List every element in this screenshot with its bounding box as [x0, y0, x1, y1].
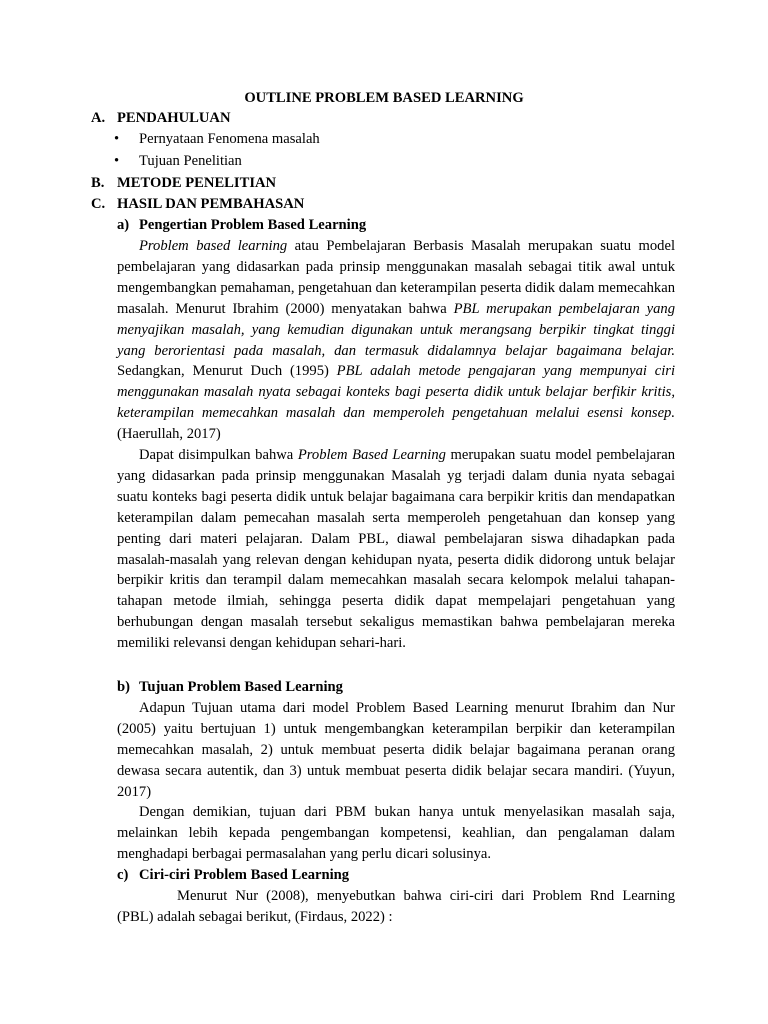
- paragraph-text: atau Pembelajaran Berbasis Masalah merupakan suatu model pembelajaran yang didasarkan pada prinsip menggunakan masalah sebagai titik awal untuk mengembangkan pemahaman, pengetahuan dan keterampilan peserta didik dalam memecahkan masalah. Menurut Ibrahim (2000) menyatakan bahwa: [117, 238, 676, 317]
- section-heading-metode: [91, 173, 276, 193]
- section-heading-hasil: [91, 194, 304, 214]
- subsection-title: Ciri-ciri Problem Based Learning: [139, 867, 350, 883]
- subsection-heading-ciri: [117, 865, 349, 885]
- subsection-heading-tujuan: [117, 677, 343, 697]
- citation: (Haerullah, 2017): [117, 426, 221, 443]
- section-marker: A.: [91, 110, 106, 126]
- italic-quote: PBL adalah metode pengajaran yang mempunyai ciri menggunakan masalah nyata sebagai konteks bagi peserta didik untuk belajar berfikir kritis, keterampilan memecahkan masalah dan memperoleh pengetahuan melalui esensi konsep.: [117, 363, 675, 422]
- section-title: PENDAHULUAN: [117, 110, 231, 126]
- paragraph-ciri: Menurut Nur (2008), menyebutkan bahwa ciri-ciri dari Problem Rnd Learning (PBL) adalah sebagai berikut, (Firdaus, 2022) :: [117, 888, 675, 925]
- italic-quote: PBL merupakan pembelajaran yang menyajikan masalah, yang kemudian digunakan untuk merangsang berpikir tingkat tinggi yang berorientasi pada masalah, dan termasuk didalamnya belajar bagaimana belajar.: [117, 300, 675, 359]
- section-title: HASIL DAN PEMBAHASAN: [117, 196, 305, 212]
- subsection-marker: c): [117, 867, 129, 883]
- paragraph-demikian: Dengan demikian, tujuan dari PBM bukan hanya untuk menyelasikan masalah saja, melainkan lebih kepada pengembangan kompetensi, keahlian, dan pengalaman dalam menghadapi berbagai permasalahan yang perlu dicari solusinya.: [117, 804, 675, 862]
- paragraph-tujuan: Adapun Tujuan utama dari model Problem Based Learning menurut Ibrahim dan Nur (2005) yaitu bertujuan 1) untuk mengembangkan keterampilan berpikir dan keterampilan memecahkan masalah, 2) untuk membuat peserta didik belajar bagaimana peranan orang dewasa secara autentik, dan 3) untuk membuat peserta didik belajar secara mandiri. (Yuyun, 2017): [117, 700, 675, 800]
- subsection-title: Tujuan Problem Based Learning: [139, 679, 343, 695]
- bullet-icon: •: [114, 131, 120, 147]
- bullet-item: [114, 151, 242, 171]
- section-marker: B.: [91, 175, 105, 191]
- bullet-text: Tujuan Penelitian: [139, 153, 242, 169]
- italic-text: Problem based learning: [139, 238, 288, 254]
- bullet-text: Pernyataan Fenomena masalah: [139, 131, 320, 147]
- paragraph-text: merupakan suatu model pembelajaran yang didasarkan pada prinsip menggunakan Masalah yg terjadi dalam dunia nyata sebagai suatu konteks bagi peserta didik untuk belajar bagaimana cara berpikir kritis dan mendapatkan keterampilan dalam pemecahan masalah serta memperoleh pengetahuan dan konsep yang penting dari materi pelajaran. Dalam PBL, diawal pembelajaran siswa dihadapkan pada masalah-masalah yang relevan dengan kehidupan nyata, peserta didik didorong untuk belajar berpikir kritis dan terampil dalam memecahkan masalah secara kelompok melalui tahapan-tahapan metode ilmiah, sehingga peserta didik dapat mempelajari pengetahuan yang berhubungan dengan masalah tersebut sekaligus memastikan bahwa pembelajaran mereka memiliki relevansi dengan kehidupan sehari-hari.: [117, 447, 675, 652]
- italic-text: Problem Based Learning: [297, 447, 446, 463]
- subsection-marker: a): [117, 217, 130, 233]
- bullet-icon: •: [114, 153, 120, 169]
- section-title: METODE PENELITIAN: [117, 175, 277, 191]
- paragraph-pengertian: [117, 236, 675, 445]
- section-marker: C.: [91, 196, 106, 212]
- paragraph-text: Sedangkan, Menurut Duch (1995): [117, 363, 337, 380]
- subsection-marker: b): [117, 679, 130, 695]
- paragraph-kesimpulan: [117, 445, 675, 654]
- subsection-title: Pengertian Problem Based Learning: [139, 217, 367, 233]
- subsection-heading-pengertian: [117, 215, 366, 235]
- section-heading-pendahuluan: [91, 108, 231, 128]
- bullet-item: [114, 129, 320, 149]
- document-title: OUTLINE PROBLEM BASED LEARNING: [244, 90, 524, 106]
- paragraph-text: Dapat disimpulkan bahwa: [139, 447, 298, 463]
